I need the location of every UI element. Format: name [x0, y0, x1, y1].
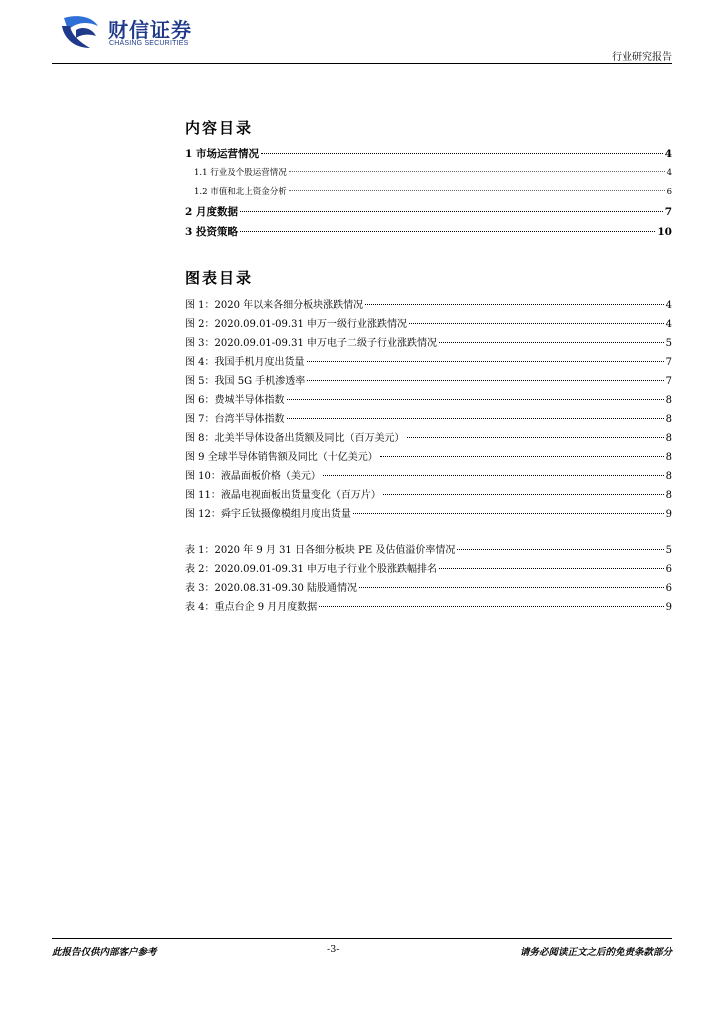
figure-item[interactable]: [185, 429, 672, 448]
figure-item[interactable]: [185, 505, 672, 524]
company-logo: [58, 12, 218, 52]
figure-item-label: 图 6：费城半导体指数: [185, 395, 285, 406]
table-item[interactable]: [185, 560, 672, 579]
dot-leader: [439, 342, 664, 343]
figure-item-label: 图 12：舜宇丘钛摄像模组月度出货量: [185, 509, 351, 520]
table-item[interactable]: [185, 579, 672, 598]
toc-item-label: 1.2 市值和北上资金分析: [194, 187, 287, 197]
figure-item[interactable]: [185, 486, 672, 505]
figure-item-label: 图 5：我国 5G 手机渗透率: [185, 376, 306, 387]
figure-item-page: 9: [665, 509, 672, 520]
figure-item-page: 5: [665, 338, 672, 349]
figure-item-page: 4: [665, 300, 672, 311]
figure-item[interactable]: [185, 391, 672, 410]
toc-item-label: 3 投资策略: [185, 226, 238, 238]
logo-english-name: CHASING SECURITIES: [109, 40, 189, 47]
table-item-page: 6: [665, 583, 672, 594]
figure-item-label: 图 7：台湾半导体指数: [185, 414, 285, 425]
dot-leader: [307, 380, 663, 381]
table-item-label: 表 4：重点台企 9 月月度数据: [185, 602, 318, 613]
dot-leader: [365, 304, 663, 305]
footer-disclaimer-right: 请务必阅读正文之后的免责条款部分: [519, 947, 672, 958]
figure-item-page: 7: [665, 376, 672, 387]
table-item-page: 9: [665, 602, 672, 613]
toc-item-page: 4: [664, 148, 672, 160]
figure-item-page: 8: [665, 433, 672, 444]
header-divider: [52, 63, 672, 64]
dot-leader: [380, 456, 664, 457]
dot-leader: [289, 190, 665, 191]
figure-item-label: 图 9 全球半导体销售额及同比（十亿美元）: [185, 452, 378, 463]
toc-item-label: 2 月度数据: [185, 206, 238, 218]
figure-item-label: 图 11：液晶电视面板出货量变化（百万片）: [185, 490, 381, 501]
figure-item[interactable]: [185, 372, 672, 391]
figure-item[interactable]: [185, 467, 672, 486]
table-list: [185, 541, 672, 617]
toc-item-page: 6: [666, 187, 672, 197]
dot-leader: [353, 513, 664, 514]
dot-leader: [409, 323, 664, 324]
contents-title: 内容目录: [185, 119, 254, 137]
dot-leader: [439, 568, 664, 569]
toc-item[interactable]: [185, 224, 672, 244]
footer-disclaimer-left: 此报告仅供内部客户参考: [52, 947, 157, 958]
toc-item-page: 4: [666, 168, 672, 178]
figure-item-label: 图 10：液晶面板价格（美元）: [185, 471, 321, 482]
figure-item[interactable]: [185, 353, 672, 372]
figure-item-label: 图 2：2020.09.01-09.31 申万一级行业涨跌情况: [185, 319, 407, 330]
toc-item[interactable]: [185, 204, 672, 224]
dot-leader: [261, 153, 663, 154]
dot-leader: [307, 361, 664, 362]
logo-chinese-name: 财信证券: [108, 18, 192, 42]
figure-item[interactable]: [185, 296, 672, 315]
dot-leader: [240, 211, 663, 212]
contents-list: [185, 146, 672, 244]
toc-item[interactable]: [185, 166, 672, 185]
figure-item-page: 8: [665, 471, 672, 482]
figure-item-page: 7: [665, 357, 672, 368]
figure-item[interactable]: [185, 410, 672, 429]
table-item[interactable]: [185, 541, 672, 560]
figure-item-label: 图 3：2020.09.01-09.31 申万电子二级子行业涨跌情况: [185, 338, 437, 349]
toc-item-page: 7: [664, 206, 672, 218]
toc-item[interactable]: [185, 185, 672, 204]
report-type-label: 行业研究报告: [612, 52, 672, 63]
dot-leader: [383, 494, 664, 495]
figure-item[interactable]: [185, 315, 672, 334]
figure-item[interactable]: [185, 448, 672, 467]
figure-list: [185, 296, 672, 524]
dot-leader: [287, 399, 664, 400]
figure-item-label: 图 4：我国手机月度出货量: [185, 357, 305, 368]
toc-item-label: 1.1 行业及个股运营情况: [194, 168, 287, 178]
table-item-page: 6: [665, 564, 672, 575]
toc-item-page: 10: [657, 226, 672, 238]
table-item-label: 表 2：2020.09.01-09.31 申万电子行业个股涨跌幅排名: [185, 564, 437, 575]
dot-leader: [457, 549, 663, 550]
figure-item-page: 8: [665, 414, 672, 425]
dot-leader: [359, 587, 664, 588]
table-item-label: 表 1：2020 年 9 月 31 日各细分板块 PE 及估值溢价率情况: [185, 545, 456, 556]
figure-item-page: 4: [665, 319, 672, 330]
dot-leader: [319, 606, 663, 607]
table-item-page: 5: [665, 545, 672, 556]
page-number: -3-: [327, 944, 340, 955]
dot-leader: [407, 437, 664, 438]
figure-item-page: 8: [665, 490, 672, 501]
figure-item-page: 8: [665, 452, 672, 463]
figure-item[interactable]: [185, 334, 672, 353]
toc-item-label: 1 市场运营情况: [185, 148, 259, 160]
dot-leader: [323, 475, 664, 476]
dot-leader: [289, 171, 665, 172]
dot-leader: [287, 418, 664, 419]
dot-leader: [240, 231, 655, 232]
table-item-label: 表 3：2020.08.31-09.30 陆股通情况: [185, 583, 357, 594]
table-item[interactable]: [185, 598, 672, 617]
figure-item-page: 8: [665, 395, 672, 406]
toc-item[interactable]: [185, 146, 672, 166]
footer-divider: [52, 938, 672, 939]
charts-index-title: 图表目录: [185, 269, 254, 287]
figure-item-label: 图 1：2020 年以来各细分板块涨跌情况: [185, 300, 364, 311]
figure-item-label: 图 8：北美半导体设备出货额及同比（百万美元）: [185, 433, 405, 444]
logo-emblem-icon: [58, 12, 102, 52]
